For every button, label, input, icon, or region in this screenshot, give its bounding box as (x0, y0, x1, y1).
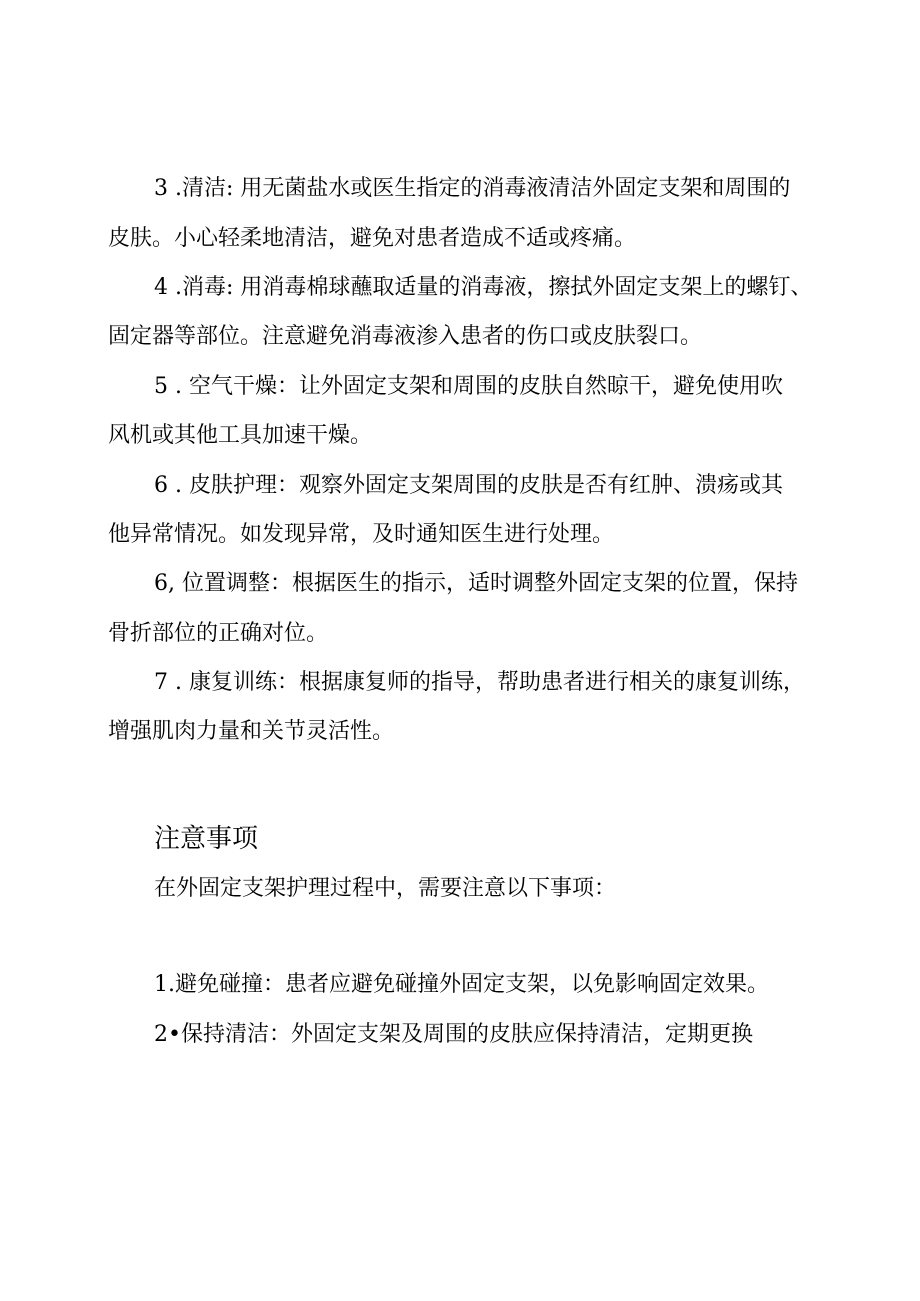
step-5-line-1: 5 . 空气干燥：让外固定支架和周围的皮肤自然晾干，避免使用吹 (154, 374, 783, 399)
step-6b-line-2: 骨折部位的正确对位。 (108, 621, 329, 646)
step-6b-line-1: 6, 位置调整：根据医生的指示，适时调整外固定支架的位置，保持 (154, 571, 798, 596)
step-7-line-2: 增强肌肉力量和关节灵活性。 (108, 719, 395, 744)
note-item-2: 2•保持清洁：外固定支架及周围的皮肤应保持清洁，定期更换 (154, 1022, 753, 1047)
step-6-line-1: 6 . 皮肤护理：观察外固定支架周围的皮肤是否有红肿、溃疡或其 (154, 473, 783, 498)
notes-intro: 在外固定支架护理过程中，需要注意以下事项： (154, 876, 617, 901)
step-5-line-2: 风机或其他工具加速干燥。 (108, 423, 373, 448)
note-item-1: 1.避免碰撞：患者应避免碰撞外固定支架，以免影响固定效果。 (154, 972, 769, 997)
step-3-line-1: 3 .清洁: 用无菌盐水或医生指定的消毒液清洁外固定支架和周围的 (154, 176, 791, 201)
step-3-line-2: 皮肤。小心轻柔地清洁，避免对患者造成不适或疼痛。 (108, 226, 637, 251)
step-4-line-2: 固定器等部位。注意避免消毒液渗入患者的伤口或皮肤裂口。 (108, 324, 703, 349)
step-6-line-2: 他异常情况。如发现异常，及时通知医生进行处理。 (108, 522, 615, 547)
step-4-line-1: 4 .消毒: 用消毒棉球蘸取适量的消毒液，擦拭外固定支架上的螺钉、 (154, 275, 813, 300)
step-7-line-1: 7 . 康复训练：根据康复师的指导，帮助患者进行相关的康复训练， (154, 670, 805, 695)
notes-heading: 注意事项 (154, 824, 259, 854)
